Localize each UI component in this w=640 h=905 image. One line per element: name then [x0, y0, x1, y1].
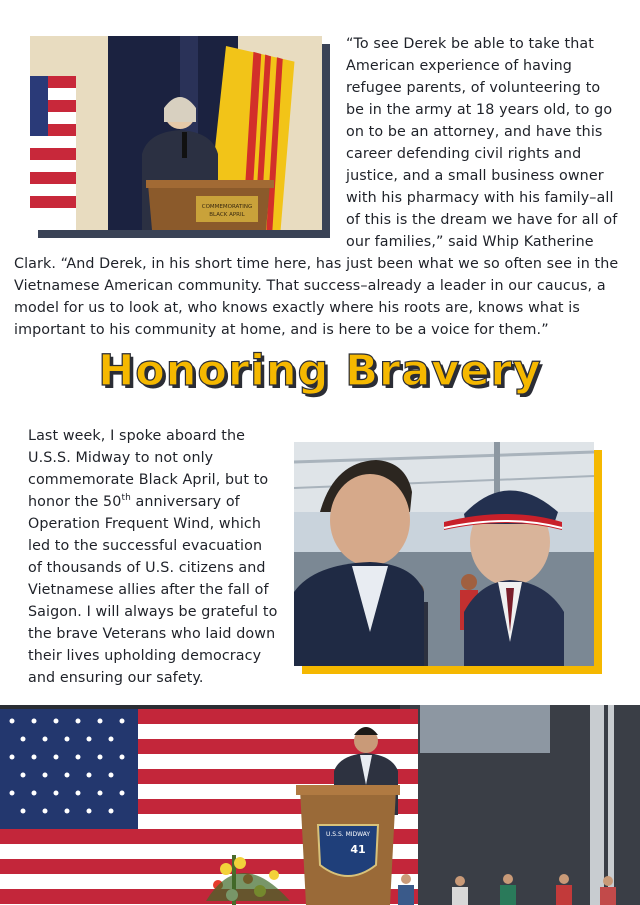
quote-line: on to be an attorney, and have this	[346, 124, 603, 140]
podium-sign-line2: BLACK APRIL	[209, 212, 245, 218]
quote-line: model for us to look at, who knows exactly where his roots are, knows what is	[14, 300, 580, 316]
quote-line: important to his community at home, and is here to be a voice for them.”	[14, 322, 549, 338]
quote-line: career defending civil rights and	[346, 146, 582, 162]
photo-speaker-podium	[30, 36, 322, 230]
podium-sign-line1: COMMEMORATING	[201, 204, 253, 210]
section-heading: Honoring Bravery	[98, 346, 542, 396]
bravery-line: Vietnamese allies after the fall of	[28, 582, 269, 598]
bravery-line	[28, 491, 290, 513]
quote-line: our families,” said Whip Katherine	[346, 234, 594, 250]
quote-line: of this is the dream we have for all of	[346, 212, 618, 228]
ordinal-suffix: th	[121, 493, 131, 504]
bravery-line: the brave Veterans who laid down	[28, 626, 276, 642]
quote-full-width	[14, 253, 636, 341]
quote-line: justice, and a small business owner	[346, 168, 604, 184]
midway-podium-label: U.S.S. MIDWAY	[325, 831, 371, 838]
quote-line: Vietnamese American community. That success–already a leader in our caucus, a	[14, 278, 606, 294]
quote-line: refugee parents, of volunteering to	[346, 80, 601, 96]
photo-veteran-conversation	[294, 442, 594, 666]
quote-line: be in the army at 18 years old, to go	[346, 102, 613, 118]
bravery-text-fragment: anniversary of	[130, 494, 240, 510]
bravery-line: led to the successful evacuation	[28, 538, 263, 554]
bravery-line: commemorate Black April, but to	[28, 472, 269, 488]
bravery-line: and ensuring our safety.	[28, 670, 204, 686]
quote-line: with his pharmacy with his family–all	[346, 190, 614, 206]
midway-podium-number: 41	[350, 843, 366, 856]
quote-line: Clark. “And Derek, in his short time here, has just been what we so often see in the	[14, 256, 619, 272]
quote-line: American experience of having	[346, 58, 572, 74]
photo-midway-ceremony	[0, 705, 640, 905]
bravery-line: Saigon. I will always be grateful to	[28, 604, 278, 620]
bravery-line: U.S.S. Midway to not only	[28, 450, 214, 466]
bravery-text-fragment: honor the 50	[28, 494, 122, 510]
quote-line: “To see Derek be able to take that	[346, 36, 594, 52]
bravery-paragraph	[28, 425, 290, 689]
quote-right-column	[346, 33, 636, 253]
bravery-line: Operation Frequent Wind, which	[28, 516, 262, 532]
bravery-line: Last week, I spoke aboard the	[28, 428, 246, 444]
bravery-line: of thousands of U.S. citizens and	[28, 560, 266, 576]
bravery-line: their lives upholding democracy	[28, 648, 262, 664]
